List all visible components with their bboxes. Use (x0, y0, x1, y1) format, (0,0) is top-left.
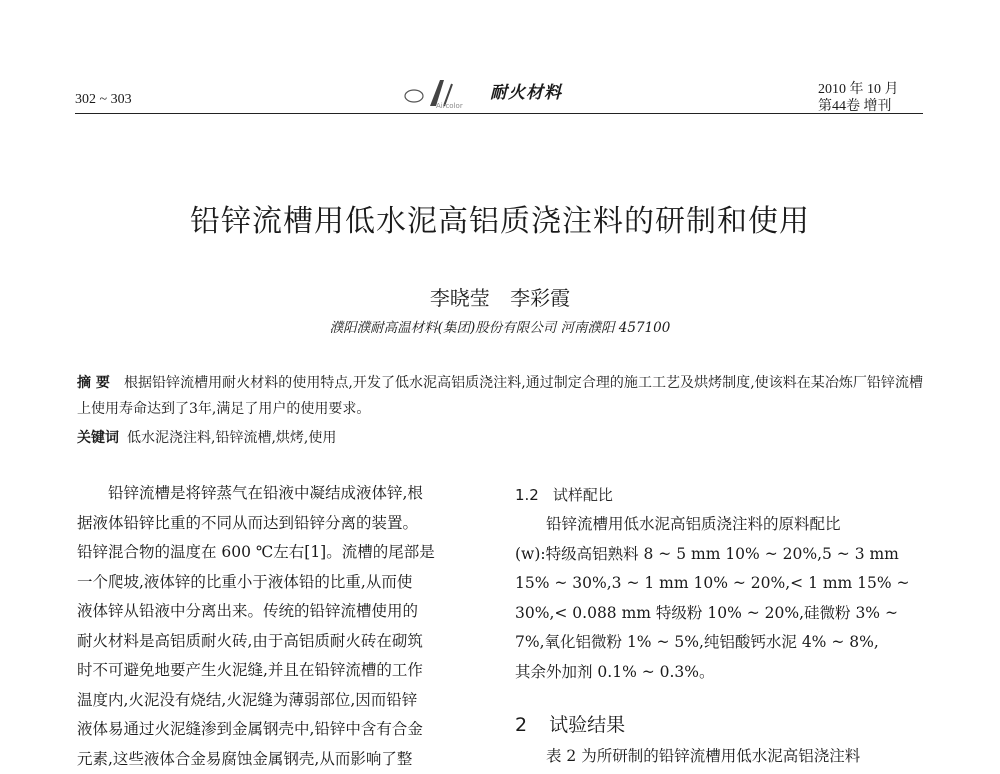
body-line: 铅锌混合物的温度在 600 ℃左右[1]。流槽的尾部是 (77, 538, 485, 568)
body-line: 表 2 为所研制的铅锌流槽用低水泥高铝浇注料 (515, 742, 923, 772)
section-number: 2 (515, 714, 527, 736)
keywords-text: 低水泥浇注料,铅锌流槽,烘烤,使用 (127, 430, 336, 446)
body-line: 30%,< 0.088 mm 特级粉 10% ~ 20%,硅微粉 3% ~ (515, 599, 923, 629)
body-line: 铅锌流槽用低水泥高铝质浇注料的原料配比 (515, 510, 923, 540)
paper-title: 铅锌流槽用低水泥高铝质浇注料的研制和使用 (0, 196, 1000, 240)
page-range: 302 ~ 303 (75, 92, 132, 108)
section-title: 试验结果 (549, 714, 625, 736)
body-line: 液体锌从铅液中分离出来。传统的铅锌流槽使用的 (77, 597, 485, 627)
body-line: 温度内,火泥没有烧结,火泥缝为薄弱部位,因而铅锌 (77, 686, 485, 716)
body-line: 其余外加剂 0.1% ~ 0.3%。 (515, 658, 923, 688)
body-line: 7%,氧化铝微粉 1% ~ 5%,纯铝酸钙水泥 4% ~ 8%, (515, 628, 923, 658)
issue-volume: 第44卷 增刊 (818, 95, 892, 115)
body-line: 耐火材料是高铝质耐火砖,由于高铝质耐火砖在砌筑 (77, 627, 485, 657)
body-line: 时不可避免地要产生火泥缝,并且在铅锌流槽的工作 (77, 656, 485, 686)
journal-name: 耐火材料 (490, 78, 562, 103)
body-line: 一个爬坡,液体锌的比重小于液体铅的比重,从而使 (77, 568, 485, 598)
section-heading-1-2 (515, 484, 627, 505)
body-line: 据液体铅锌比重的不同从而达到铅锌分离的装置。 (77, 509, 485, 539)
body-line: 液体易通过火泥缝渗到金属钢壳中,铅锌中含有合金 (77, 715, 485, 745)
left-column-text (77, 479, 485, 774)
body-line: 元素,这些液体合金易腐蚀金属钢壳,从而影响了整 (77, 745, 485, 774)
section-heading-2 (515, 710, 625, 737)
abstract-text: 根据铅锌流槽用耐火材料的使用特点,开发了低水泥高铝质浇注料,通过制定合理的施工工艺及烘烤制度,使该料在某冶炼厂铅锌流槽上使用寿命达到了3年,满足了用户的使用要求。 (77, 375, 923, 417)
section-number: 1.2 (515, 486, 539, 504)
keywords-label: 关键词 (77, 430, 119, 446)
abstract-label: 摘 要 (77, 375, 110, 391)
affiliation: 濮阳濮耐高温材料(集团)股份有限公司 河南濮阳 457100 (0, 316, 1000, 336)
section-1-2-text (515, 510, 923, 687)
issue-date: 2010 年 10 月 (818, 78, 899, 98)
body-line: 铅锌流槽是将锌蒸气在铅液中凝结成液体锌,根 (77, 479, 485, 509)
section-title: 试样配比 (553, 486, 613, 504)
body-line: 15% ~ 30%,3 ~ 1 mm 10% ~ 20%,< 1 mm 15% ~ (515, 569, 923, 599)
authors: 李晓莹 李彩霞 (0, 282, 1000, 311)
svg-text:Aircolor: Aircolor (436, 102, 463, 110)
section-2-text (515, 742, 923, 772)
body-line: (w):特级高铝熟料 8 ~ 5 mm 10% ~ 20%,5 ~ 3 mm (515, 540, 923, 570)
keywords (77, 425, 923, 451)
header-rule (75, 113, 923, 114)
abstract (77, 370, 923, 422)
